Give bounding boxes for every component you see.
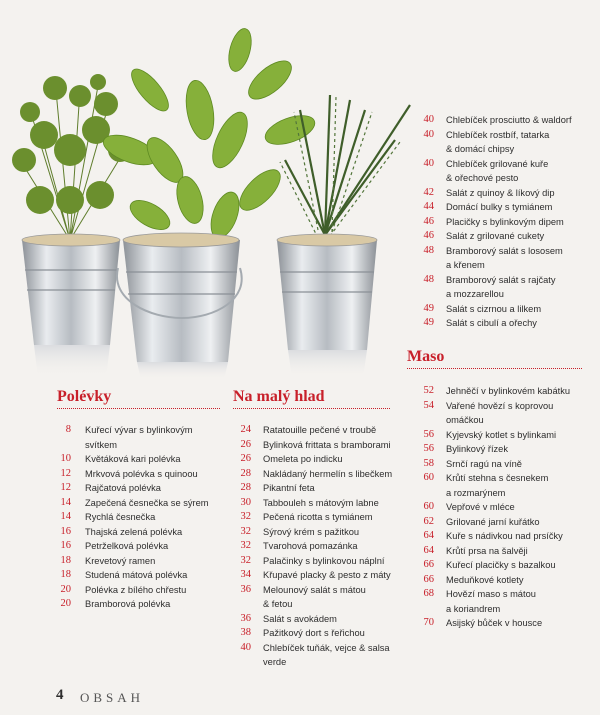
- toc-entry-line: Palačinky s bylinkovou náplní: [263, 555, 385, 566]
- toc-page-number: 58: [423, 457, 434, 469]
- toc-page-number: 10: [60, 453, 71, 464]
- toc-entry: [233, 641, 403, 670]
- toc-entry-line: Chlebíček prosciutto & waldorf: [446, 115, 572, 125]
- toc-entry: [233, 612, 403, 627]
- toc-page-number: 62: [423, 515, 434, 527]
- toc-entry-title: [85, 539, 168, 554]
- toc-entry-line: Omeleta po indicku: [263, 454, 343, 464]
- toc-list-meat: [420, 384, 598, 631]
- toc-entry-title: [446, 215, 564, 230]
- toc-entry: [420, 500, 598, 515]
- toc-entry-line: Zapečená česnečka se sýrem: [85, 497, 209, 508]
- toc-page-number: 28: [240, 467, 251, 479]
- toc-entry-line: Mrkvová polévka s quinoou: [85, 468, 198, 479]
- page-number: 4: [56, 687, 64, 703]
- toc-entry-line: Bylinkový řízek: [446, 444, 508, 454]
- toc-page-number: 14: [60, 496, 71, 508]
- toc-page-number: 14: [60, 511, 71, 522]
- toc-entry-title: [85, 452, 181, 467]
- toc-entry-line: Chlebíček grilované kuře: [446, 158, 549, 169]
- toc-entry-title: [446, 157, 548, 186]
- toc-entry: [233, 467, 403, 482]
- toc-entry-line: Rychlá česnečka: [85, 512, 156, 522]
- toc-entry: [420, 399, 598, 428]
- toc-entry: [420, 273, 598, 302]
- toc-entry-line: Tvarohová pomazánka: [263, 541, 358, 551]
- toc-entry: [233, 452, 403, 467]
- toc-entry-line: Hovězí maso s mátou: [446, 589, 536, 599]
- toc-entry: [57, 597, 227, 612]
- toc-entry: [57, 554, 227, 569]
- toc-page-number: 66: [423, 573, 434, 585]
- toc-entry-line: Pečená ricotta s tymiánem: [263, 512, 373, 522]
- toc-page-number: 49: [423, 317, 434, 328]
- toc-entry-line: Salát s cizrnou a lilkem: [446, 303, 542, 314]
- toc-entry: [420, 616, 598, 631]
- toc-entry-title: [263, 496, 379, 511]
- toc-entry-title: [446, 500, 515, 515]
- section-rule-small-hunger: [233, 408, 390, 409]
- toc-entry-title: [85, 496, 209, 511]
- toc-entry-title: [263, 539, 358, 554]
- toc-entry-line: Rajčatová polévka: [85, 483, 161, 493]
- toc-entry: [420, 128, 598, 157]
- toc-entry-line: Ratatouille pečené v troubě: [263, 425, 377, 435]
- toc-entry-line: & ořechové pesto: [446, 173, 519, 183]
- toc-entry-title: [446, 244, 563, 273]
- toc-entry-line: Bramborový salát s rajčaty: [446, 274, 556, 285]
- toc-entry-line: Srnčí ragú na víně: [446, 458, 522, 469]
- toc-page-number: 40: [240, 641, 251, 653]
- toc-page-number: 36: [240, 612, 251, 624]
- toc-entry: [420, 200, 598, 215]
- toc-page-number: 66: [423, 559, 434, 570]
- toc-page-number: 32: [240, 554, 251, 566]
- toc-entry-title: [263, 612, 337, 627]
- toc-entry-line: a rozmarýnem: [446, 487, 506, 498]
- toc-entry: [420, 587, 598, 616]
- toc-page-number: 32: [240, 540, 251, 551]
- toc-entry: [420, 229, 598, 244]
- toc-entry-title: [263, 467, 392, 482]
- toc-entry-line: Kuřecí vývar s bylinkovým: [85, 425, 193, 435]
- toc-page-number: 16: [60, 540, 71, 551]
- toc-page-number: 20: [60, 598, 71, 609]
- toc-entry: [420, 244, 598, 273]
- toc-page-number: 34: [240, 569, 251, 580]
- toc-entry-line: Kyjevský kotlet s bylinkami: [446, 429, 557, 440]
- toc-entry: [233, 423, 403, 438]
- toc-entry-line: Bramborový salát s lososem: [446, 245, 563, 256]
- toc-entry-line: Bramborová polévka: [85, 599, 171, 609]
- toc-page-number: 46: [423, 230, 434, 241]
- toc-entry: [420, 316, 598, 331]
- toc-entry: [57, 496, 227, 511]
- toc-entry-title: [263, 554, 384, 569]
- toc-entry-title: [446, 302, 541, 317]
- toc-entry-title: [446, 273, 556, 302]
- toc-entry-title: [446, 442, 508, 457]
- toc-entry-title: [263, 583, 366, 612]
- toc-entry-title: [85, 467, 198, 482]
- toc-page-number: 64: [423, 530, 434, 541]
- toc-entry: [233, 525, 403, 540]
- toc-entry-line: Melounový salát s mátou: [263, 584, 366, 595]
- toc-entry-title: [446, 529, 563, 544]
- pot-left: [22, 234, 120, 378]
- toc-page-number: 18: [60, 569, 71, 580]
- toc-page-number: 56: [423, 443, 434, 454]
- toc-entry-line: & domácí chipsy: [446, 144, 515, 154]
- toc-page-number: 52: [423, 385, 434, 396]
- toc-page-number: 16: [60, 525, 71, 537]
- toc-entry-line: a mozzarellou: [446, 289, 504, 299]
- toc-page-number: 8: [65, 424, 71, 435]
- toc-entry-title: [263, 568, 391, 583]
- toc-entry: [233, 583, 403, 612]
- toc-entry-line: Krůtí prsa na šalvěji: [446, 545, 528, 556]
- toc-entry: [420, 428, 598, 443]
- toc-entry-line: Meduňkové kotlety: [446, 574, 524, 585]
- toc-entry: [420, 573, 598, 588]
- toc-entry-title: [263, 423, 376, 438]
- toc-entry-title: [85, 525, 182, 540]
- toc-entry: [233, 568, 403, 583]
- toc-entry: [420, 471, 598, 500]
- toc-entry-line: Thajská zelená polévka: [85, 526, 183, 537]
- toc-entry-title: [85, 423, 192, 452]
- toc-entry-title: [263, 510, 373, 525]
- toc-entry-title: [446, 587, 536, 616]
- section-title-meat: Maso: [407, 348, 445, 365]
- toc-entry: [420, 558, 598, 573]
- toc-entry-line: Vařené hovězí s koprovou: [446, 400, 554, 411]
- toc-page-number: 40: [423, 128, 434, 140]
- toc-entry-title: [446, 384, 570, 399]
- toc-entry-title: [85, 568, 187, 583]
- toc-entry: [233, 496, 403, 511]
- toc-entry: [420, 442, 598, 457]
- toc-page-number: 64: [423, 544, 434, 556]
- toc-entry-title: [263, 626, 365, 641]
- toc-page-number: 26: [240, 453, 251, 464]
- toc-page-number: 32: [240, 511, 251, 522]
- toc-entry: [233, 554, 403, 569]
- toc-page-number: 48: [423, 273, 434, 285]
- toc-entry: [57, 452, 227, 467]
- toc-entry-line: Květáková kari polévka: [85, 454, 181, 464]
- section-rule-soups: [57, 408, 220, 409]
- toc-entry-line: Salát z grilované cukety: [446, 231, 545, 241]
- toc-entry-line: Studená mátová polévka: [85, 570, 188, 580]
- toc-page-number: 60: [423, 472, 434, 483]
- toc-entry: [420, 302, 598, 317]
- toc-entry-title: [446, 558, 556, 573]
- toc-page-number: 18: [60, 554, 71, 566]
- toc-page-number: 24: [240, 424, 251, 435]
- toc-page-number: 12: [60, 467, 71, 479]
- toc-entry-line: Pikantní feta: [263, 483, 315, 493]
- toc-entry: [233, 510, 403, 525]
- toc-entry-title: [263, 481, 315, 496]
- toc-entry-title: [85, 597, 170, 612]
- section-title-small-hunger: Na malý hlad: [233, 388, 325, 405]
- toc-entry: [420, 515, 598, 530]
- toc-entry-title: [85, 554, 155, 569]
- toc-entry-title: [446, 229, 544, 244]
- toc-entry-line: Petrželková polévka: [85, 541, 169, 551]
- toc-entry-title: [446, 544, 528, 559]
- toc-entry-line: Placičky s bylinkovým dipem: [446, 216, 564, 227]
- toc-entry: [57, 423, 227, 452]
- toc-entry-title: [263, 641, 390, 670]
- toc-page-number: 40: [423, 114, 434, 125]
- toc-entry-line: Polévka z bílého chřestu: [85, 584, 187, 595]
- toc-entry: [420, 157, 598, 186]
- toc-entry-line: Salát z quinoy & líkový dip: [446, 187, 555, 198]
- toc-page-number: 32: [240, 525, 251, 537]
- toc-entry-line: Chlebíček rostbíf, tatarka: [446, 129, 550, 140]
- toc-entry-line: Grilované jarní kuřátko: [446, 516, 540, 527]
- toc-entry-title: [446, 428, 556, 443]
- toc-entry-line: Krůtí stehna s česnekem: [446, 473, 549, 483]
- toc-entry: [57, 510, 227, 525]
- toc-entry-title: [446, 616, 542, 631]
- toc-entry-title: [446, 515, 540, 530]
- section-title-soups: Polévky: [57, 388, 112, 405]
- toc-entry: [420, 113, 598, 128]
- toc-page-number: 26: [240, 438, 251, 450]
- toc-page-number: 28: [240, 482, 251, 493]
- toc-entry-line: Pažitkový dort s řeřichou: [263, 628, 365, 638]
- toc-entry-line: verde: [263, 657, 287, 667]
- toc-entry-line: omáčkou: [446, 415, 484, 425]
- toc-entry-title: [446, 200, 552, 215]
- toc-entry-title: [446, 316, 537, 331]
- toc-entry-line: Salát s avokádem: [263, 613, 337, 624]
- toc-entry-line: Bylinková frittata s bramborami: [263, 439, 391, 450]
- toc-page-number: 48: [423, 244, 434, 256]
- toc-list-soups: [57, 423, 227, 612]
- toc-page-number: 20: [60, 583, 71, 595]
- toc-entry-title: [446, 573, 524, 588]
- pot-right: [277, 234, 377, 378]
- toc-entry: [57, 481, 227, 496]
- section-rule-meat: [407, 368, 582, 369]
- toc-entry-line: Krevetový ramen: [85, 555, 156, 566]
- toc-entry-title: [446, 186, 555, 201]
- toc-entry-line: Nakládaný hermelín s libečkem: [263, 468, 393, 479]
- toc-entry-line: Sýrový krém s pažitkou: [263, 526, 360, 537]
- toc-page-number: 30: [240, 496, 251, 508]
- toc-page-number: 36: [240, 583, 251, 595]
- toc-entry-line: Chlebíček tuňák, vejce & salsa: [263, 642, 390, 653]
- toc-entry-line: & fetou: [263, 599, 293, 609]
- toc-page-number: 56: [423, 428, 434, 440]
- toc-entry-line: Kuřecí placičky s bazalkou: [446, 560, 556, 570]
- toc-page-number: 38: [240, 627, 251, 638]
- toc-entry-line: Křupavé placky & pesto z máty: [263, 570, 391, 580]
- toc-entry-line: Domácí bulky s tymiánem: [446, 202, 553, 212]
- toc-entry: [420, 544, 598, 559]
- toc-entry: [57, 583, 227, 598]
- toc-page-number: 70: [423, 617, 434, 628]
- toc-page-number: 42: [423, 186, 434, 198]
- toc-entry: [57, 539, 227, 554]
- toc-entry: [420, 457, 598, 472]
- toc-entry: [233, 481, 403, 496]
- toc-entry-title: [446, 471, 548, 500]
- toc-entry: [57, 525, 227, 540]
- toc-page-number: 60: [423, 501, 434, 512]
- toc-entry-line: Jehněčí v bylinkovém kabátku: [446, 386, 571, 396]
- toc-entry-title: [263, 438, 391, 453]
- toc-entry-line: Tabbouleh s mátovým labne: [263, 497, 379, 508]
- toc-list-continued: [420, 113, 598, 331]
- toc-entry: [233, 438, 403, 453]
- toc-entry-line: Asijský bůček v housce: [446, 618, 543, 628]
- toc-entry-line: Vepřové v mléce: [446, 502, 515, 512]
- toc-entry: [420, 529, 598, 544]
- toc-page-number: 46: [423, 215, 434, 227]
- toc-entry: [233, 539, 403, 554]
- herb-pots-photo: [0, 0, 420, 380]
- toc-entry-title: [446, 457, 522, 472]
- toc-entry-title: [263, 525, 359, 540]
- toc-entry-title: [446, 128, 549, 157]
- toc-entry: [233, 626, 403, 641]
- toc-entry-line: Kuře s nádivkou nad prsíčky: [446, 531, 563, 541]
- toc-entry-line: svítkem: [85, 439, 118, 450]
- page-label: OBSAH: [80, 690, 145, 705]
- toc-entry-title: [446, 399, 553, 428]
- toc-page-number: 49: [423, 302, 434, 314]
- toc-entry: [57, 568, 227, 583]
- toc-entry-line: a křenem: [446, 260, 485, 270]
- toc-entry-title: [85, 481, 161, 496]
- toc-entry-title: [85, 583, 186, 598]
- toc-entry-title: [263, 452, 343, 467]
- toc-entry: [420, 215, 598, 230]
- toc-page-number: 68: [423, 588, 434, 599]
- toc-entry-title: [85, 510, 155, 525]
- toc-entry-title: [446, 113, 572, 128]
- pot-middle: [117, 233, 242, 380]
- toc-entry-line: Salát s cibulí a ořechy: [446, 318, 537, 328]
- toc-entry: [420, 186, 598, 201]
- toc-entry-line: a koriandrem: [446, 603, 501, 614]
- toc-page-number: 40: [423, 157, 434, 169]
- toc-page-number: 44: [423, 201, 434, 212]
- toc-page-number: 12: [60, 482, 71, 493]
- toc-entry: [57, 467, 227, 482]
- toc-entry: [420, 384, 598, 399]
- toc-page-number: 54: [423, 399, 434, 411]
- toc-list-small-hunger: [233, 423, 403, 670]
